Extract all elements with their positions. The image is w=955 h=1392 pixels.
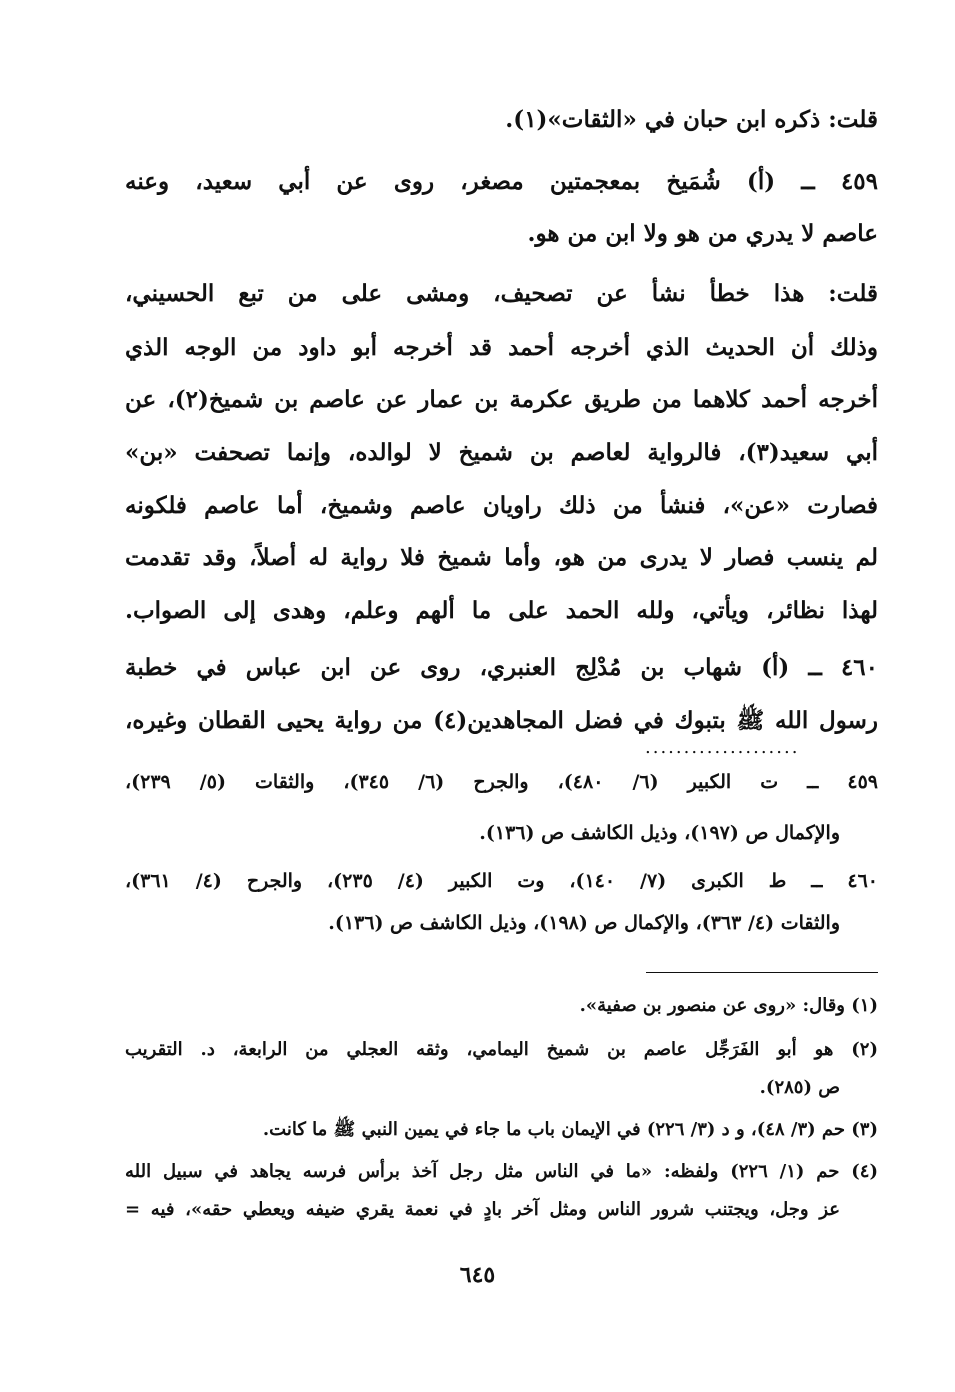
biblio-line: والإكمال ص (١٩٧)، وذيل الكاشف ص (١٣٦). bbox=[479, 822, 840, 844]
body-line: قلت: هذا خطأ نشأ عن تصحيف، ومشى على من تبع الحسيني، bbox=[125, 280, 878, 307]
biblio-line: ٤٥٩ ــ ت الكبير (٦/ ٤٨٠)، والجرح (٦/ ٣٤٥)، والثقات (٥/ ٢٣٩)، bbox=[125, 771, 878, 793]
body-line: فصارت «عن»، فنشأ من ذلك راويان عاصم وشميخ، أما عاصم فلكونه bbox=[125, 492, 878, 519]
body-line: لهذا نظائر، ويأتي، ولله الحمد على ما ألهم وعلم، وهدى إلى الصواب. bbox=[125, 597, 878, 624]
body-line: وذلك أن الحديث الذي أخرجه أحمد قد أخرجه أبو داود من الوجه الذي bbox=[125, 334, 878, 361]
page-number: ٦٤٥ bbox=[459, 1262, 496, 1288]
entry-459-heading: ٤٥٩ ــ (أ) شُمَيخ بمعجمتين مصغر، روى عن أبي سعيد، وعنه bbox=[125, 168, 878, 195]
dotted-separator: .................... bbox=[645, 738, 800, 758]
biblio-line: والثقات (٤/ ٣٦٣)، والإكمال ص (١٩٨)، وذيل الكاشف ص (١٣٦). bbox=[328, 912, 840, 934]
footnote-4: (٤) حم (١/ ٢٢٦) ولفظه: «ما في الناس مثل رجل آخذ برأس فرسه يجاهد في سبيل الله bbox=[125, 1161, 878, 1182]
footnote-3: (٣) حم (٣/ ٤٨)، و د (٣/ ٢٢٦) في الإيمان باب ما جاء في يمين النبي ﷺ ما كانت. bbox=[262, 1119, 878, 1140]
footnote-rule bbox=[646, 972, 878, 973]
biblio-line: ٤٦٠ ــ ط الكبرى (٧/ ١٤٠)، وت الكبير (٤/ ٢٣٥)، والجرح (٤/ ٣٦١)، bbox=[125, 870, 878, 892]
footnote-2-cont: ص (٢٨٥). bbox=[759, 1077, 840, 1098]
entry-460-heading: ٤٦٠ ــ (أ) شهاب بن مُدْلِج العنبري، روى عن ابن عباس في خطبة bbox=[125, 654, 878, 681]
body-line: لم ينسب فصار لا يدرى من هو، وأما شميخ فلا رواية له أصلاً، وقد تقدمت bbox=[125, 544, 878, 571]
body-line: رسول الله ﷺ بتبوك في فضل المجاهدين(٤) من رواية يحيى القطان وغيره، bbox=[125, 707, 878, 734]
body-line: قلت: ذكره ابن حبان في «الثقات»(١). bbox=[505, 106, 878, 133]
footnote-1: (١) وقال: «روى عن منصور بن صفية». bbox=[579, 995, 878, 1016]
body-line: عاصم لا يدري من هو ولا ابن من هو. bbox=[527, 220, 878, 247]
body-line: أخرجه أحمد كلاهما من طريق عكرمة بن عمار عن عاصم بن شميخ(٢)، عن bbox=[125, 386, 878, 413]
footnote-4-cont: عز وجل، ويجتنب شرور الناس ومثل آخر بادٍ في نعمة يقري ضيفه ويعطي حقه»، فيه = bbox=[125, 1199, 840, 1220]
body-line: أبي سعيد(٣)، فالرواية لعاصم بن شميخ لا لوالده، وإنما تصحفت «بن» bbox=[125, 439, 878, 466]
footnote-2: (٢) هو أبو الفَرَجِّل عاصم بن شميخ اليمامي، وثقه العجلي من الرابعة، د. التقريب bbox=[125, 1039, 878, 1060]
